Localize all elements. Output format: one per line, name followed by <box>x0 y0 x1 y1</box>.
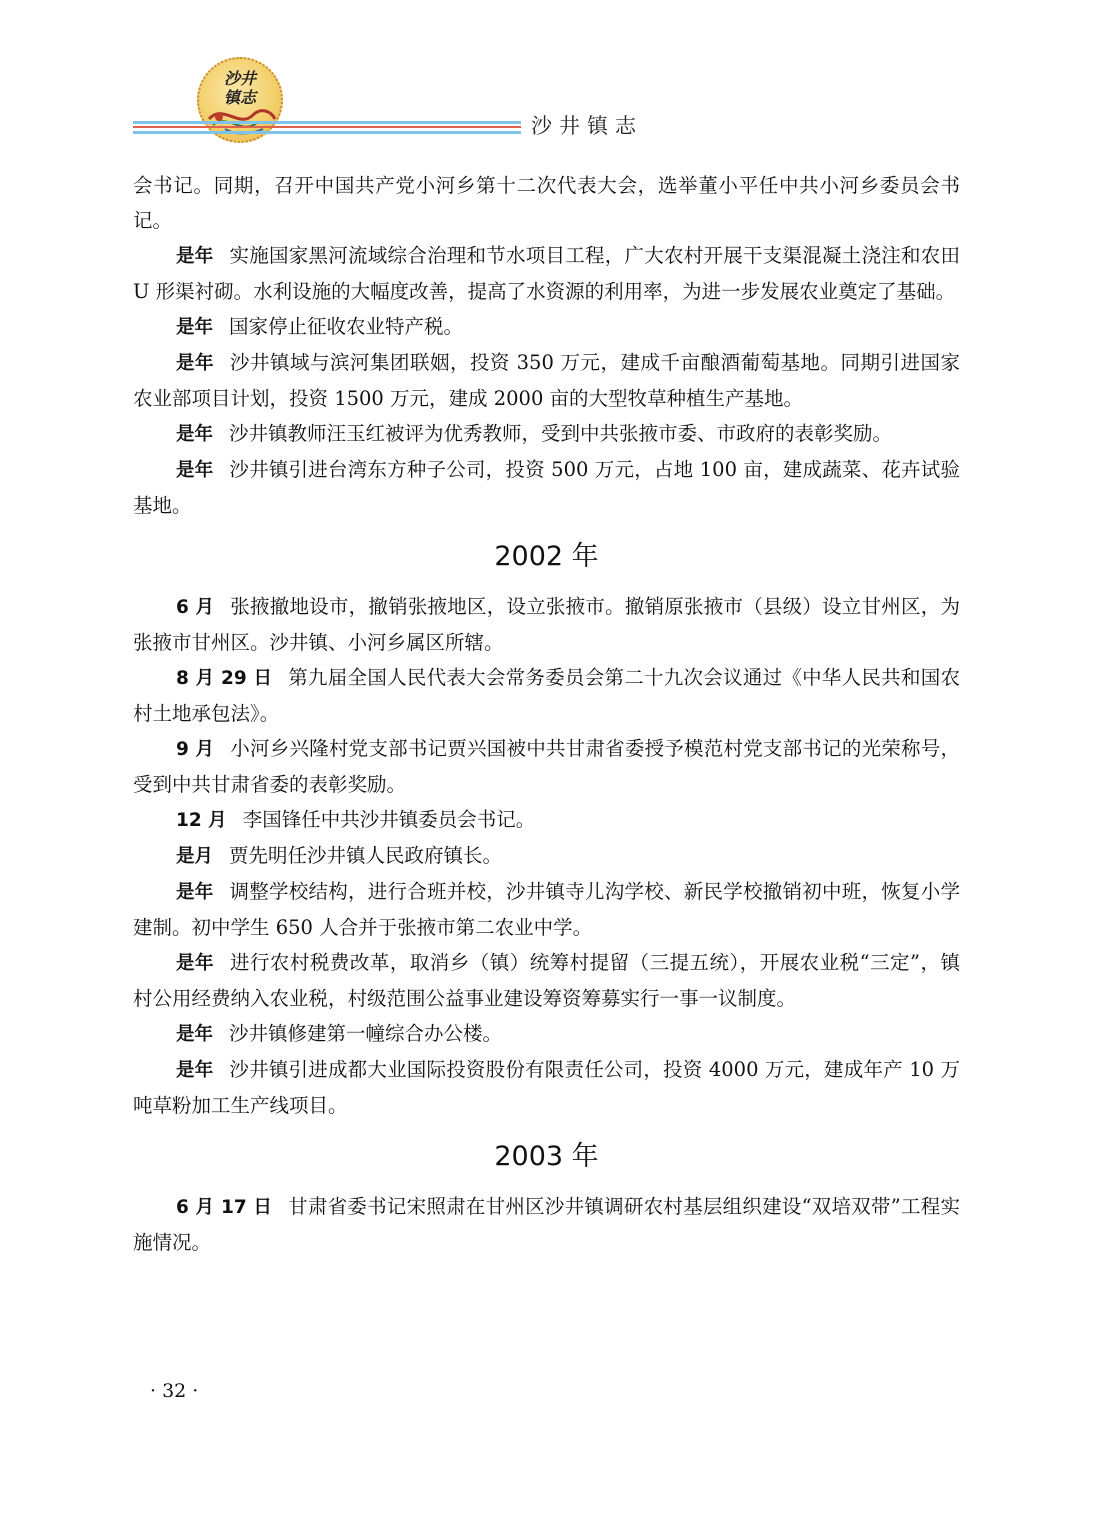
entry-text: 李国锋任中共沙井镇委员会书记。 <box>242 808 536 831</box>
seal-text: 沙井 镇志 <box>223 69 256 107</box>
chronicle-entry <box>133 660 960 731</box>
entry-text: 张掖撤地设市，撤销张掖地区，设立张掖市。撤销原张掖市（县级）设立甘州区，为张掖市甘州区。沙井镇、小河乡属区所辖。 <box>133 595 960 654</box>
entry-date: 6 月 <box>176 597 215 618</box>
entry-text: 国家停止征收农业特产税。 <box>229 315 464 338</box>
entry-date: 是年 <box>176 246 214 267</box>
page-header <box>0 0 1093 150</box>
chronicle-entry <box>133 945 960 1016</box>
chronicle-entry <box>133 309 960 345</box>
entry-text: 小河乡兴隆村党支部书记贾兴国被中共甘肃省委授予模范村党支部书记的光荣称号，受到中共甘肃省委的表彰奖励。 <box>133 737 960 796</box>
chronicle-entry <box>133 874 960 945</box>
entry-date: 是年 <box>176 1024 214 1045</box>
entry-text: 甘肃省委书记宋照肃在甘州区沙井镇调研农村基层组织建设“双培双带”工程实施情况。 <box>133 1195 960 1254</box>
entry-date: 是年 <box>176 353 214 374</box>
entry-date: 是年 <box>176 882 214 903</box>
chronicle-entry <box>133 731 960 802</box>
entry-text: 沙井镇引进台湾东方种子公司，投资 500 万元，占地 100 亩，建成蔬菜、花卉试验基地。 <box>133 458 960 517</box>
year-heading: 2003 年 <box>494 1141 599 1172</box>
entry-date: 是年 <box>176 317 214 338</box>
entry-text: 调整学校结构，进行合班并校，沙井镇寺儿沟学校、新民学校撤销初中班，恢复小学建制。初中学生 650 人合并于张掖市第二农业中学。 <box>133 880 960 939</box>
chronicle-entry <box>133 802 960 838</box>
header-rule-blue-top <box>133 121 521 124</box>
entry-date: 12 月 <box>176 810 227 831</box>
entry-text: 进行农村税费改革，取消乡（镇）统筹村提留（三提五统），开展农业税“三定”，镇村公用经费纳入农业税，村级范围公益事业建设筹资筹募实行一事一议制度。 <box>133 951 960 1010</box>
entry-text: 沙井镇教师汪玉红被评为优秀教师，受到中共张掖市委、市政府的表彰奖励。 <box>229 422 893 445</box>
entry-text: 贾先明任沙井镇人民政府镇长。 <box>229 844 503 867</box>
entry-text: 沙井镇引进成都大业国际投资股份有限责任公司，投资 4000 万元，建成年产 10 万吨草粉加工生产线项目。 <box>133 1058 960 1117</box>
entry-date: 是年 <box>176 1060 214 1081</box>
chronicle-entry <box>133 416 960 452</box>
chronicle-entry <box>133 838 960 874</box>
header-rule-red <box>133 126 521 128</box>
entry-text: 沙井镇域与滨河集团联姻，投资 350 万元，建成千亩酿酒葡萄基地。同期引进国家农业部项目计划，投资 1500 万元，建成 2000 亩的大型牧草种植生产基地。 <box>133 351 960 410</box>
entry-text: 会书记。同期，召开中国共产党小河乡第十二次代表大会，选举董小平任中共小河乡委员会书记。 <box>133 174 960 232</box>
running-head-title: 沙井镇志 <box>531 114 643 138</box>
entry-date: 8 月 29 日 <box>176 668 273 689</box>
chronicle-body <box>133 168 960 1260</box>
entry-date: 是年 <box>176 460 214 481</box>
year-heading: 2002 年 <box>494 541 599 572</box>
chronicle-entry <box>133 1189 960 1260</box>
chronicle-entry <box>133 1052 960 1123</box>
chronicle-entry <box>133 1016 960 1052</box>
entry-date: 是月 <box>176 846 214 867</box>
chronicle-entry <box>133 238 960 309</box>
entry-text: 实施国家黑河流域综合治理和节水项目工程，广大农村开展干支渠混凝土浇注和农田 U 形渠衬砌。水利设施的大幅度改善，提高了水资源的利用率，为进一步发展农业奠定了基础。 <box>133 244 960 303</box>
chronicle-entry <box>133 589 960 660</box>
entry-date: 是年 <box>176 953 214 974</box>
page-number: · 32 · <box>150 1380 199 1402</box>
entry-date: 是年 <box>176 424 214 445</box>
entry-text: 第九届全国人民代表大会常务委员会第二十九次会议通过《中华人民共和国农村土地承包法》。 <box>133 666 960 725</box>
header-rule-blue-bottom <box>133 131 521 134</box>
entry-text: 沙井镇修建第一幢综合办公楼。 <box>229 1022 503 1045</box>
entry-date: 9 月 <box>176 739 215 760</box>
chronicle-entry <box>133 452 960 523</box>
entry-date: 6 月 17 日 <box>176 1197 273 1218</box>
chronicle-entry <box>133 168 960 238</box>
chronicle-entry <box>133 345 960 416</box>
